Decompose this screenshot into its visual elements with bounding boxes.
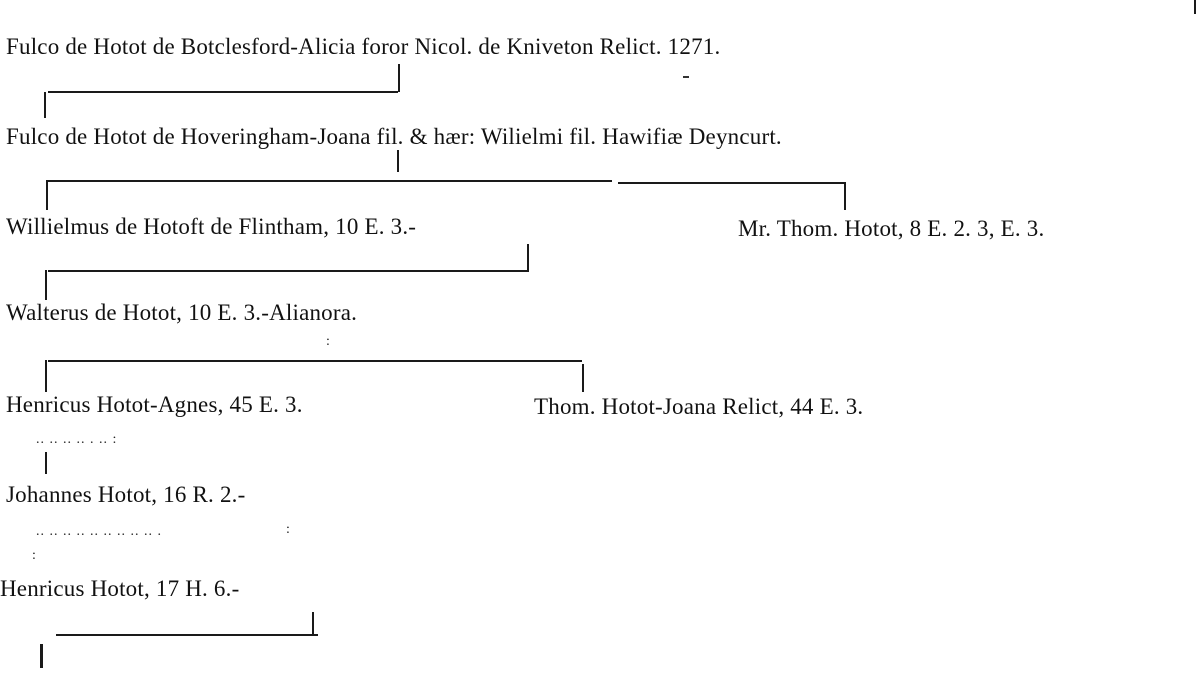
entry-fulco-botclesford: Fulco de Hotot de Botclesford-Alicia foror Nicol. de Kniveton Relict. 1271. <box>6 34 721 59</box>
descent-line-gen1 <box>44 92 46 118</box>
children-line-gen2-b <box>618 182 844 184</box>
entry-willielmus: Willielmus de Hotoft de Flintham, 10 E. 3.- <box>6 214 417 239</box>
marriage-drop-gen7 <box>312 612 314 634</box>
descent-line-johannes <box>45 452 47 474</box>
descent-line-gen7 <box>40 644 43 668</box>
page-edge-mark <box>1194 0 1196 14</box>
entry-henricus-h6: Henricus Hotot, 17 H. 6.- <box>0 576 240 601</box>
entry-mr-thom-hotot: Mr. Thom. Hotot, 8 E. 2. 3, E. 3. <box>738 216 1045 241</box>
entry-thom-joana: Thom. Hotot-Joana Relict, 44 E. 3. <box>534 394 864 419</box>
descent-line-henricus-agnes <box>45 360 47 392</box>
dotted-connector-gen6: : <box>286 522 291 537</box>
children-line-gen2-a <box>46 180 612 182</box>
entry-fulco-hoveringham: Fulco de Hotot de Hoveringham-Joana fil. & hær: Wilielmi fil. Hawifiæ Deyncurt. <box>6 124 782 149</box>
marriage-drop-gen2 <box>397 150 399 172</box>
descent-line-willielmus <box>46 180 48 210</box>
entry-henricus-agnes: Henricus Hotot-Agnes, 45 E. 3. <box>6 392 303 417</box>
children-line-gen4 <box>48 360 582 362</box>
dotted-connector-gen6-b: : <box>32 548 37 563</box>
descent-line-thom-mr <box>844 182 846 210</box>
entry-johannes: Johannes Hotot, 16 R. 2.- <box>6 482 246 507</box>
marriage-drop-gen1 <box>398 64 400 92</box>
descent-line-thom-joana <box>582 364 584 392</box>
dotted-leader-gen6: .. .. .. .. .. .. .. .. .. . <box>36 524 162 539</box>
marriage-line-gen7 <box>56 634 318 636</box>
dotted-leader-gen5: .. .. .. .. . .. : <box>36 432 118 447</box>
marriage-line-gen3 <box>48 270 528 272</box>
dotted-connector-gen4: : <box>326 334 331 349</box>
marriage-line-gen1 <box>48 91 398 93</box>
stray-mark <box>683 76 689 78</box>
descent-line-walterus <box>45 270 47 300</box>
marriage-drop-gen3 <box>527 244 529 272</box>
entry-walterus: Walterus de Hotot, 10 E. 3.-Alianora. <box>6 300 358 325</box>
